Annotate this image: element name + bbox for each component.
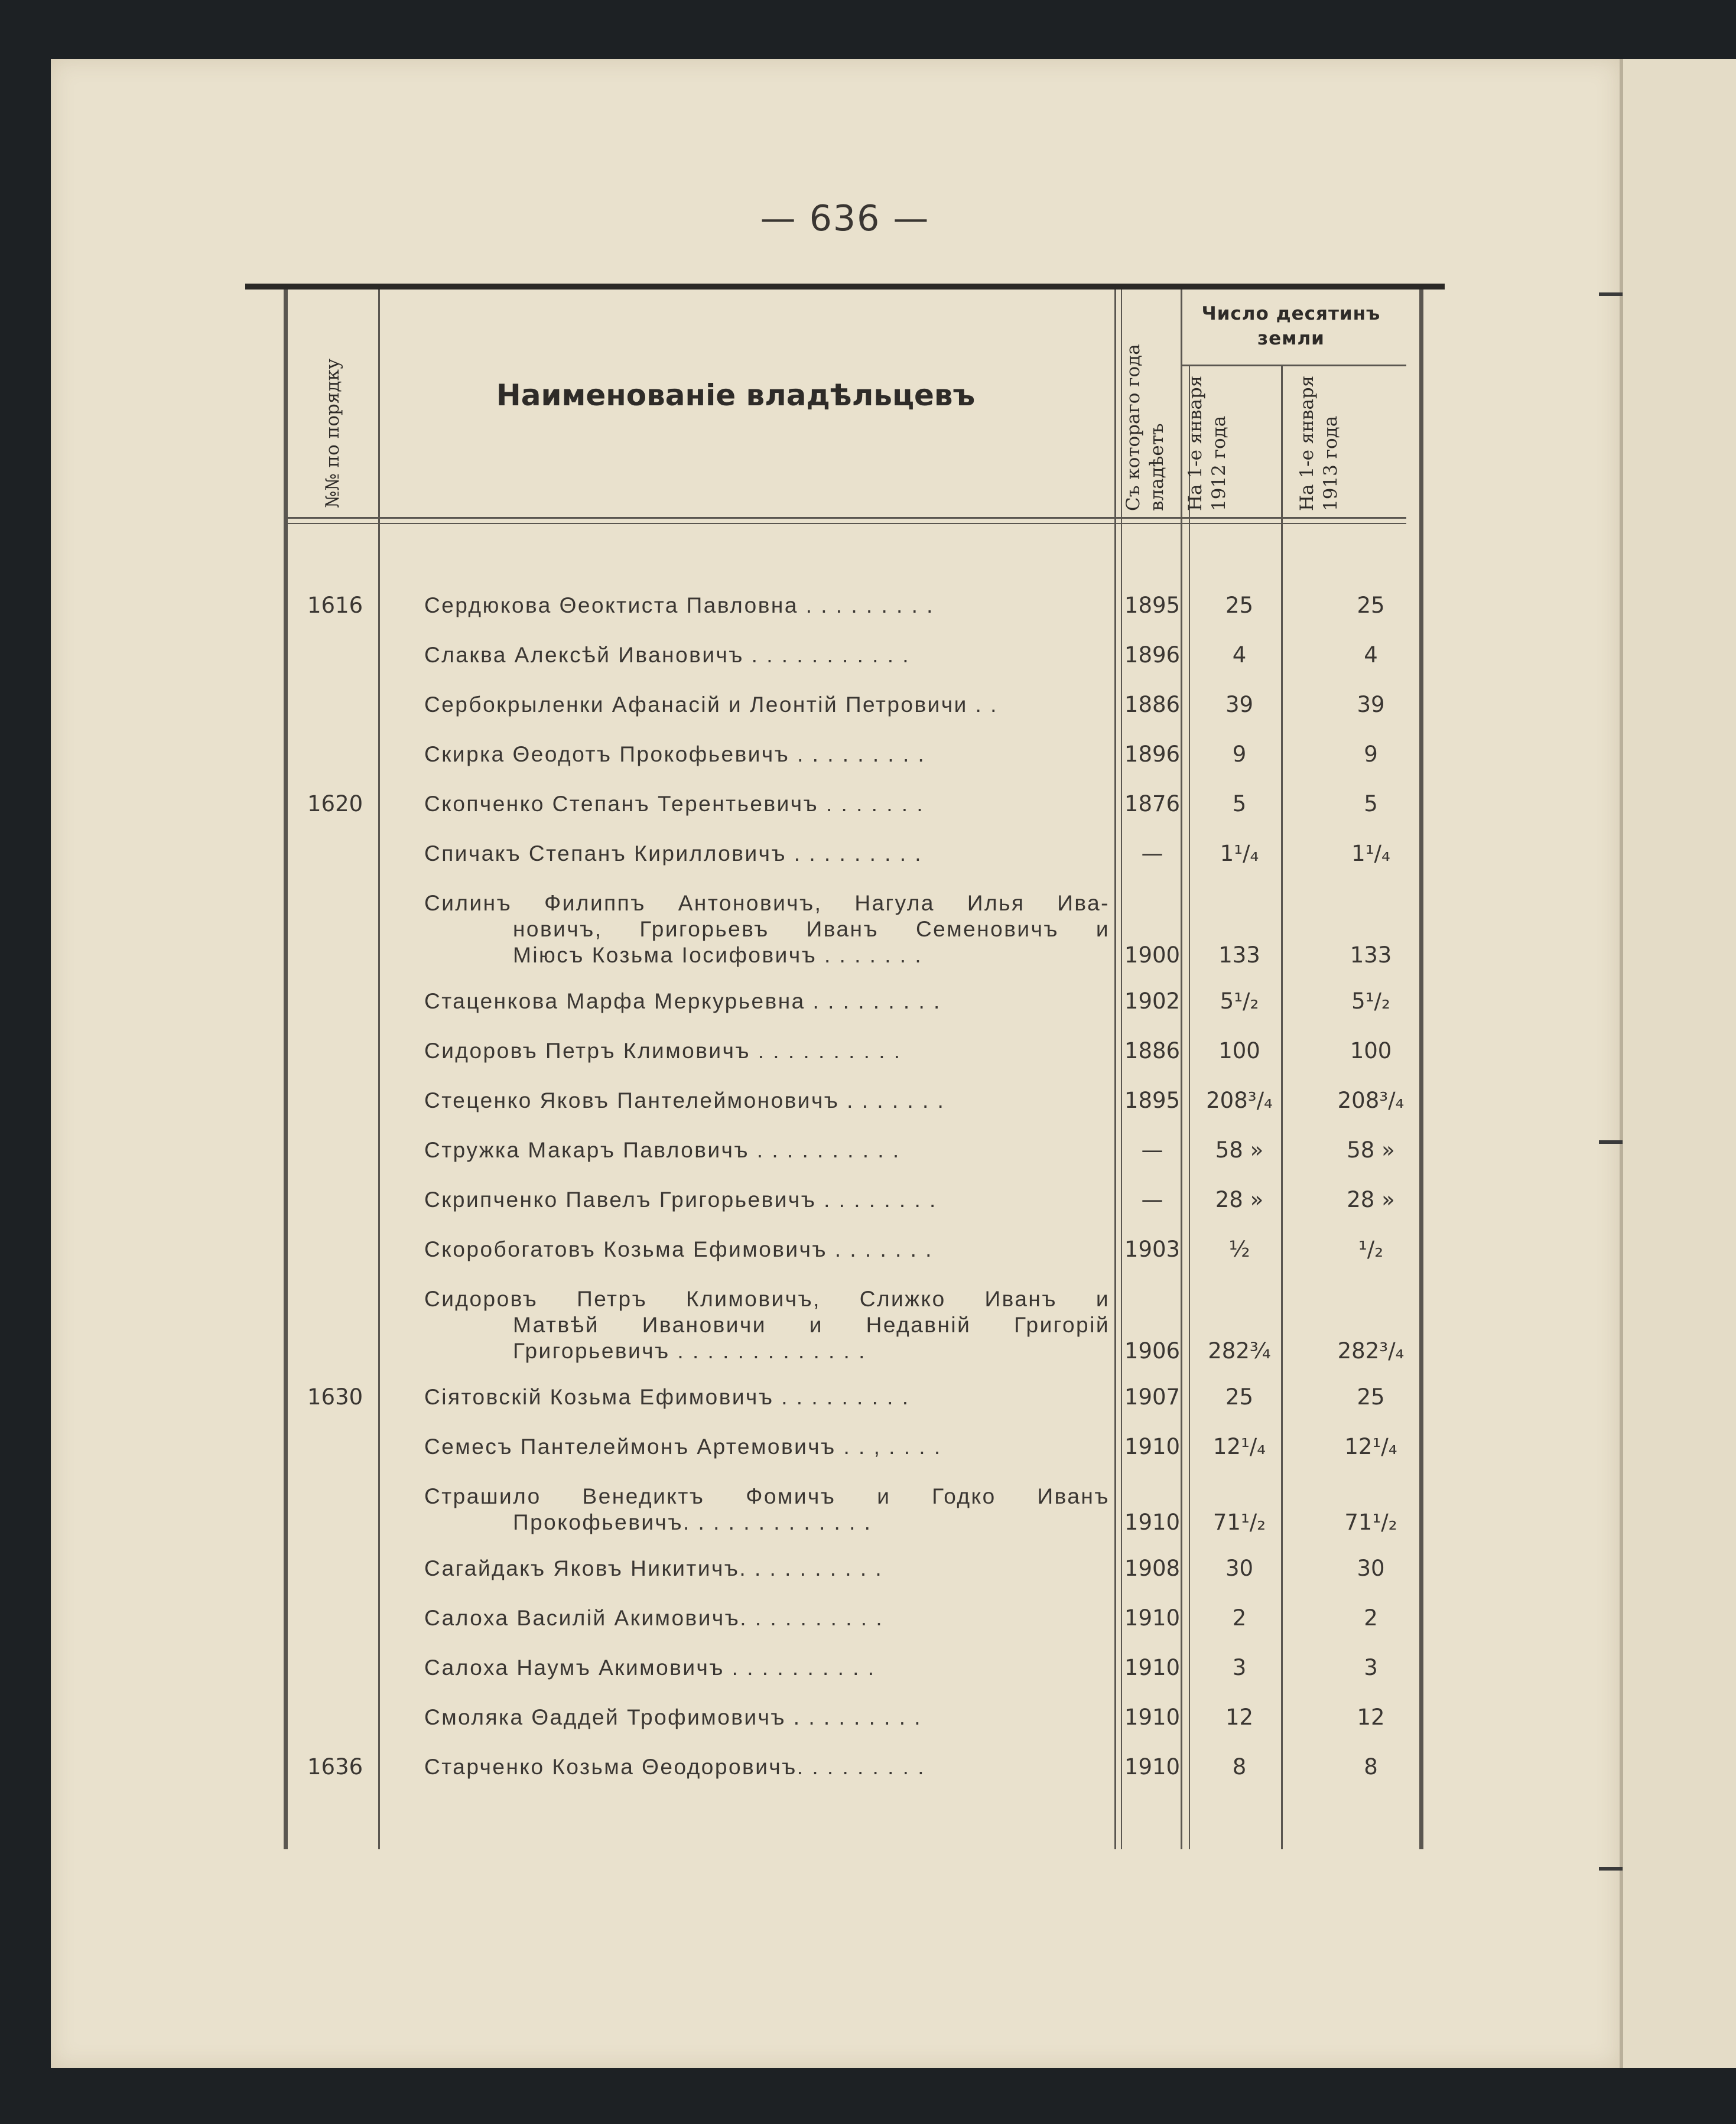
column-divider [1189,365,1190,1849]
owner-name-line: Мiюсъ Козьма Iосифовичъ . . . . . . . [513,943,923,967]
owner-name-line: Салоха Наумъ Акимовичъ . . . . . . . . . . [424,1655,876,1680]
owner-name [424,1286,1110,1364]
owner-name-line: Скопченко Степанъ Терентьевичъ . . . . . . . [424,792,925,816]
owner-name [424,1484,1110,1536]
year-owned: 1908 [1124,1556,1181,1581]
year-owned: — [1141,1187,1163,1212]
desyatin-1912: 30 [1225,1556,1254,1581]
owner-name-line: Сiятовскiй Козьма Ефимовичъ . . . . . . . . . [424,1385,910,1409]
owner-name-line: Сердюкова Θеоктиста Павловна . . . . . . . . . [424,593,934,617]
owner-name-line: Спичакъ Степанъ Кирилловичъ . . . . . . . . . [424,841,923,866]
year-owned: 1886 [1124,692,1181,717]
owner-name-line: Скрипченко Павелъ Григорьевичъ . . . . . . . . [424,1188,937,1212]
owner-name-line: новичъ, Григорьевъ Иванъ Семеновичъ и [513,917,1110,941]
owner-name [424,1237,1110,1263]
desyatin-1913: 30 [1357,1556,1385,1581]
header-bottom-rule [284,523,1406,524]
owner-name-line: Стаценкова Марфа Меркурьевна . . . . . . . . . [424,989,941,1013]
owner-name-line: Сидоровъ Петръ Климовичъ, Слижко Иванъ и [424,1287,1110,1311]
desyatin-1913: 9 [1364,741,1378,767]
page-edge-mark [1599,292,1623,296]
header-bottom-rule [284,517,1406,519]
desyatin-1912: 58 » [1215,1137,1264,1163]
year-owned: — [1141,1137,1163,1163]
page-edge-mark [1599,1867,1623,1871]
owner-name [424,841,1110,867]
owner-name [424,1038,1110,1064]
desyatin-1912: 8 [1232,1754,1247,1780]
owner-name [424,1187,1110,1213]
row-number: 1616 [307,593,363,618]
table-top-rule [245,284,1445,290]
row-number: 1620 [307,791,363,817]
owner-name [424,642,1110,668]
year-owned: 1906 [1124,1338,1181,1364]
owner-name-line: Скоробогатовъ Козьма Ефимовичъ . . . . . . . [424,1237,933,1261]
year-owned: 1910 [1124,1754,1181,1780]
desyatin-1912: 9 [1232,741,1247,767]
desyatin-1913: 39 [1357,692,1385,717]
desyatin-1913: 2 [1364,1605,1378,1631]
owner-name [424,692,1110,718]
owner-name-line: Семесъ Пантелеймонъ Артемовичъ . . , . . . . [424,1435,942,1459]
desyatin-1913: 4 [1364,642,1378,668]
desyatin-1912: 5 [1232,791,1247,817]
owner-name-line: Сербокрыленки Афанасiй и Леонтiй Петровичи . . [424,692,998,717]
header-1912-col: На 1-е января 1912 года [1185,375,1230,511]
header-group-col: Число десятинъ земли [1201,303,1381,349]
desyatin-1912: 25 [1225,1384,1254,1410]
header-year-col: Съ котораго года владѣетъ [1123,344,1168,511]
desyatin-1913: 3 [1364,1655,1378,1680]
desyatin-1912: 3 [1232,1655,1247,1680]
year-owned: 1900 [1124,942,1181,968]
owner-name-line: Сидоровъ Петръ Климовичъ . . . . . . . . . . [424,1039,902,1063]
year-owned: 1895 [1124,593,1181,618]
desyatin-1913: 12¹/₄ [1344,1434,1397,1459]
desyatin-1913: 25 [1357,1384,1385,1410]
year-owned: 1907 [1124,1384,1181,1410]
row-number: 1636 [307,1754,363,1780]
desyatin-1912: 2 [1232,1605,1247,1631]
owner-name [424,1754,1110,1780]
desyatin-1913: 5¹/₂ [1351,988,1390,1014]
desyatin-1913: 1¹/₄ [1351,841,1390,866]
year-owned: 1910 [1124,1705,1181,1730]
desyatin-1912: 100 [1218,1038,1260,1063]
year-owned: 1910 [1124,1655,1181,1680]
owner-name [424,890,1110,968]
desyatin-1912: 28 » [1215,1187,1264,1212]
owner-name-line: Салоха Василiй Акимовичъ. . . . . . . . . . [424,1606,884,1630]
group-header-rule [1182,365,1406,366]
owner-name-line: Скирка Θеодотъ Прокофьевичъ . . . . . . . . . [424,742,926,766]
owner-name [424,1556,1110,1582]
owner-name [424,741,1110,767]
desyatin-1913: 71¹/₂ [1344,1510,1397,1535]
owner-name [424,1384,1110,1410]
desyatin-1912: 12¹/₄ [1212,1434,1266,1459]
desyatin-1913: 25 [1357,593,1385,618]
year-owned: 1903 [1124,1237,1181,1262]
year-owned: 1902 [1124,988,1181,1014]
desyatin-1913: 8 [1364,1754,1378,1780]
desyatin-1913: 5 [1364,791,1378,817]
page-number: — 636 — [760,198,930,239]
owner-name [424,1088,1110,1114]
year-owned: 1876 [1124,791,1181,817]
desyatin-1912: 4 [1232,642,1247,668]
owner-name [424,1705,1110,1731]
desyatin-1912: 208³/₄ [1206,1088,1273,1113]
year-owned: 1895 [1124,1088,1181,1113]
owner-name [424,1605,1110,1631]
owner-name [424,791,1110,817]
desyatin-1912: 39 [1225,692,1254,717]
owner-name-line: Стружка Макаръ Павловичъ . . . . . . . . . . [424,1138,900,1162]
year-owned: — [1141,841,1163,866]
owner-name [424,988,1110,1014]
column-divider [378,290,380,1849]
owner-name [424,1137,1110,1163]
header-name-col: Наименованiе владѣльцевъ [496,378,976,412]
owner-name-line: Матвѣй Ивановичи и Недавнiй Григорiй [513,1313,1110,1337]
year-owned: 1896 [1124,642,1181,668]
desyatin-1912: 282¾ [1208,1338,1271,1364]
owner-name [424,1655,1110,1681]
owner-name-line: Страшило Венедиктъ Фомичъ и Годко Иванъ [424,1484,1110,1508]
owner-name-line: Старченко Козьма Θеодоровичъ. . . . . . . . . [424,1755,926,1779]
row-number: 1630 [307,1384,363,1410]
year-owned: 1910 [1124,1510,1181,1535]
header-no-col: №№ по порядку [322,358,343,508]
desyatin-1912: 5¹/₂ [1220,988,1259,1014]
desyatin-1913: 282³/₄ [1337,1338,1405,1364]
column-divider [1114,290,1116,1849]
desyatin-1912: 133 [1218,942,1260,968]
desyatin-1913: 100 [1350,1038,1392,1063]
header-1913-col: На 1-е января 1913 года [1296,375,1341,511]
owner-name-line: Григорьевичъ . . . . . . . . . . . . . [513,1339,866,1363]
desyatin-1912: ½ [1228,1237,1250,1262]
desyatin-1912: 1¹/₄ [1220,841,1259,866]
owner-name [424,593,1110,619]
owner-name [424,1434,1110,1460]
owner-name-line: Силинъ Филиппъ Антоновичъ, Нагула Илья Ива- [424,891,1110,915]
year-owned: 1910 [1124,1605,1181,1631]
owner-name-line: Сагайдакъ Яковъ Никитичъ. . . . . . . . . . [424,1556,883,1580]
desyatin-1913: ¹/₂ [1358,1237,1384,1262]
table-left-border [284,290,288,1849]
owner-name-line: Слаква Алексѣй Ивановичъ . . . . . . . . . . . [424,643,911,667]
desyatin-1913: 58 » [1347,1137,1395,1163]
desyatin-1913: 28 » [1347,1187,1395,1212]
year-owned: 1886 [1124,1038,1181,1063]
owner-name-line: Стеценко Яковъ Пантелеймоновичъ . . . . . . . [424,1088,945,1113]
desyatin-1912: 71¹/₂ [1212,1510,1266,1535]
year-owned: 1910 [1124,1434,1181,1459]
next-page-edge [1620,59,1736,2068]
desyatin-1913: 12 [1357,1705,1385,1730]
desyatin-1913: 133 [1350,942,1392,968]
year-owned: 1896 [1124,741,1181,767]
owner-name-line: Прокофьевичъ. . . . . . . . . . . . . [513,1510,872,1534]
page-edge-mark [1599,1140,1623,1144]
desyatin-1913: 208³/₄ [1337,1088,1405,1113]
owner-name-line: Смоляка Θаддей Трофимовичъ . . . . . . . . . [424,1705,922,1729]
desyatin-1912: 12 [1225,1705,1254,1730]
desyatin-1912: 25 [1225,593,1254,618]
